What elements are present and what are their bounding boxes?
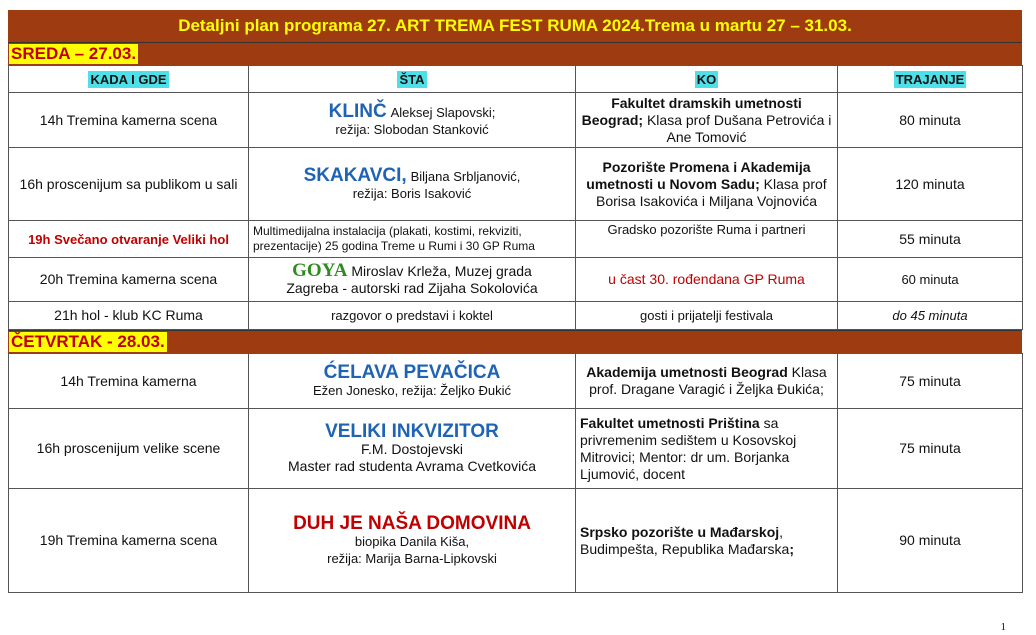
schedule-table-day1	[8, 65, 1023, 330]
when-cell: 16h proscenijum sa publikom u sali	[9, 148, 249, 221]
column-header: ŠTA	[399, 71, 425, 87]
table-row	[9, 409, 1023, 489]
duration-cell: 80 minuta	[838, 93, 1023, 148]
when-cell: 20h Tremina kamerna scena	[9, 258, 249, 302]
who-cell: gosti i prijatelji festivala	[576, 302, 838, 330]
duration-cell: 120 minuta	[838, 148, 1023, 221]
play-title: GOYA	[292, 260, 348, 281]
who-cell: Akademija umetnosti Beograd Klasa prof. Dragane Varagić i Željka Đukića;	[576, 354, 838, 409]
when-cell: 19h Svečano otvaranje Veliki hol	[9, 221, 249, 258]
when-cell: 21h hol - klub KC Ruma	[9, 302, 249, 330]
table-row	[9, 302, 1023, 330]
program-dates: Trema u martu 27 – 31.03.	[644, 16, 852, 35]
table-row	[9, 258, 1023, 302]
day-header: SREDA – 27.03.	[8, 42, 1022, 65]
when-cell: 14h Tremina kamerna	[9, 354, 249, 409]
play-title: KLINČ	[328, 100, 387, 122]
table-row	[9, 489, 1023, 593]
who-cell: Fakultet umetnosti Priština sa privremenim sedištem u Kosovskoj Mitrovici; Mentor: dr um. Borjanka Ljumović, docent	[576, 409, 838, 489]
table-row	[9, 221, 1023, 258]
who-cell: Srpsko pozorište u Mađarskoj, Budimpešta, Republika Mađarska;	[576, 489, 838, 593]
duration-cell: 75 minuta	[838, 354, 1023, 409]
who-cell: Pozorište Promena i Akademija umetnosti u Novom Sadu; Klasa prof Borisa Isakovića i Miljana Vojnovića	[576, 148, 838, 221]
when-cell: 16h proscenijum velike scene	[9, 409, 249, 489]
column-header: TRAJANJE	[895, 71, 965, 87]
duration-cell: do 45 minuta	[838, 302, 1023, 330]
day-header: ČETVRTAK - 28.03.	[8, 330, 1022, 353]
what-cell: ĆELAVA PEVAČICA Ežen Jonesko, režija: Željko Đukić	[249, 354, 576, 409]
play-title: ĆELAVA PEVAČICA	[323, 361, 501, 383]
table-row	[9, 148, 1023, 221]
what-cell: GOYA Miroslav Krleža, Muzej grada Zagreba - autorski rad Zijaha Sokolovića	[249, 258, 576, 302]
program-title-banner	[8, 10, 1022, 42]
schedule-table-day2	[8, 353, 1023, 593]
when-cell: 19h Tremina kamerna scena	[9, 489, 249, 593]
page-number: 1	[1000, 621, 1006, 633]
duration-cell: 60 minuta	[838, 258, 1023, 302]
who-cell: u čast 30. rođendana GP Ruma	[576, 258, 838, 302]
duration-cell: 90 minuta	[838, 489, 1023, 593]
what-cell: DUH JE NAŠA DOMOVINA biopika Danila Kiša, režija: Marija Barna-Lipkovski	[249, 489, 576, 593]
program-sheet	[8, 10, 1022, 593]
table-header-row	[9, 66, 1023, 93]
column-header: KO	[696, 71, 717, 87]
what-cell: Multimedijalna instalacija (plakati, kostimi, rekviziti, prezentacije) 25 godina Treme u Rumi i 30 GP Ruma	[249, 221, 576, 258]
who-cell: Fakultet dramskih umetnosti Beograd; Klasa prof Dušana Petrovića i Ane Tomović	[576, 93, 838, 148]
table-row	[9, 93, 1023, 148]
column-header: KADA I GDE	[90, 71, 167, 87]
what-cell: KLINČ Aleksej Slapovski; režija: Slobodan Stanković	[249, 93, 576, 148]
what-cell: VELIKI INKVIZITOR F.M. Dostojevski Master rad studenta Avrama Cvetkovića	[249, 409, 576, 489]
play-title: VELIKI INKVIZITOR	[325, 420, 499, 442]
play-title: DUH JE NAŠA DOMOVINA	[293, 512, 531, 534]
what-cell: razgovor o predstavi i koktel	[249, 302, 576, 330]
who-cell: Gradsko pozorište Ruma i partneri	[576, 221, 838, 258]
program-title: Detaljni plan programa 27. ART TREMA FEST RUMA 2024.	[178, 16, 645, 35]
play-title: SKAKAVCI,	[303, 164, 407, 186]
what-cell: SKAKAVCI, Biljana Srbljanović, režija: Boris Isaković	[249, 148, 576, 221]
duration-cell: 55 minuta	[838, 221, 1023, 258]
when-cell: 14h Tremina kamerna scena	[9, 93, 249, 148]
table-row	[9, 354, 1023, 409]
duration-cell: 75 minuta	[838, 409, 1023, 489]
